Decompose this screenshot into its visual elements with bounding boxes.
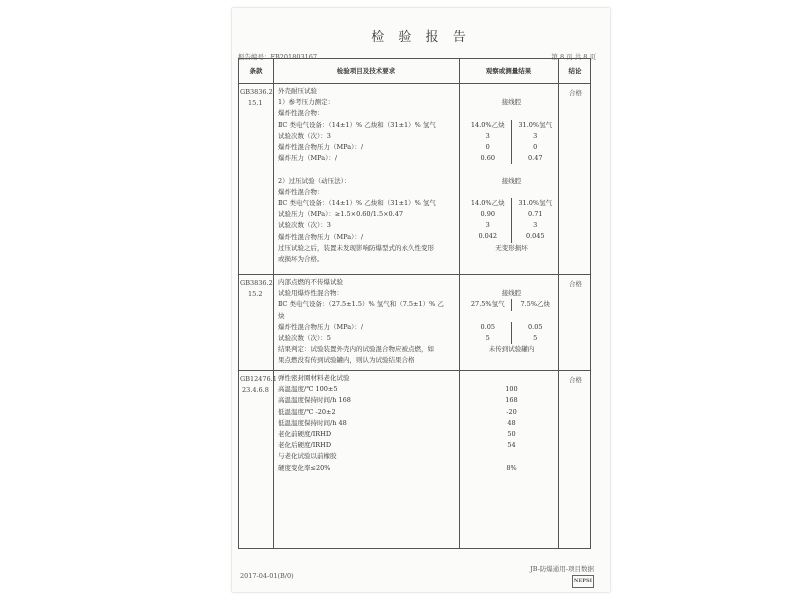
observation-pair bbox=[464, 153, 559, 164]
section-items bbox=[278, 277, 460, 367]
observation-pair bbox=[464, 142, 559, 153]
item-line: 老化前硬度/IRHD bbox=[278, 430, 332, 439]
item-line: 试验次数（次）：3 bbox=[278, 221, 331, 230]
section-items bbox=[278, 86, 460, 265]
item-line: 爆炸压力（MPa）：/ bbox=[278, 154, 338, 163]
footer-doc-code: JB-防爆通用-项目数据 bbox=[530, 565, 594, 573]
item-line: 试验用爆炸性混合物： bbox=[278, 289, 343, 298]
item-line: 爆炸性混合物压力（MPa）：/ bbox=[278, 143, 364, 152]
item-line: 弹性密封圈材料老化试验 bbox=[278, 374, 350, 382]
report-page bbox=[232, 8, 610, 592]
observation-pair bbox=[464, 209, 559, 220]
observation-value: 7.5%乙炔 bbox=[520, 300, 550, 309]
section-verdict: 合格 bbox=[569, 376, 582, 384]
report-title: 检 验 报 告 bbox=[371, 30, 471, 45]
observation-value: 接线腔 bbox=[501, 176, 522, 185]
item-line: ⅡC 类电气设备：（14±1）% 乙炔和（31±1）% 氢气 bbox=[278, 199, 436, 208]
observation-value: 接线腔 bbox=[501, 98, 522, 107]
observation-value: 8% bbox=[506, 463, 517, 472]
observation-value bbox=[464, 451, 559, 462]
observation-pair bbox=[464, 131, 559, 142]
item-line: 与老化试验以前橡胶 bbox=[278, 452, 337, 461]
observation-value: 100 bbox=[505, 385, 518, 394]
observation-divider bbox=[511, 231, 512, 242]
observation-value: 0.47 bbox=[528, 154, 543, 163]
observation-value: 0.05 bbox=[480, 322, 495, 331]
observation-value: 3 bbox=[533, 131, 538, 140]
observation-pair bbox=[464, 198, 559, 209]
observation-value: 5 bbox=[533, 333, 538, 342]
observation-value: 0.71 bbox=[528, 210, 543, 219]
observation-value: 14.0%乙炔 bbox=[470, 120, 505, 129]
row-divider bbox=[239, 274, 590, 275]
observation-value: 168 bbox=[505, 396, 518, 405]
row-divider bbox=[239, 83, 590, 84]
item-line: 结果判定：试验装置外壳内的试验混合物应被点燃，如 bbox=[278, 345, 434, 354]
section-items bbox=[278, 373, 460, 474]
row-divider bbox=[239, 370, 590, 371]
clause-line: 23.4.6.8 bbox=[242, 386, 269, 394]
item-line: 低温温度/℃ -20±2 bbox=[278, 407, 336, 416]
header-observation: 观察或测量结果 bbox=[485, 67, 532, 75]
observation-value: 48 bbox=[507, 418, 516, 427]
clause-line: GB12476.1 bbox=[240, 375, 277, 383]
item-line: 1）参考压力测定： bbox=[278, 98, 335, 107]
item-line: 或损坏为合格。 bbox=[278, 255, 324, 264]
section-observations bbox=[464, 86, 559, 254]
item-line: 外壳耐压试验 bbox=[278, 87, 317, 95]
report-number: 报告编号：FB201803167 bbox=[238, 53, 318, 61]
clause-line: GB3836.2 bbox=[240, 279, 273, 287]
observation-value: 54 bbox=[507, 441, 516, 450]
inspection-table bbox=[238, 58, 591, 549]
item-line: 高温温度保持时间/h 168 bbox=[278, 396, 351, 405]
observation-pair bbox=[464, 220, 559, 231]
item-line: 硬度变化率≤20% bbox=[278, 463, 331, 472]
observation-pair bbox=[464, 322, 559, 333]
col-divider bbox=[273, 59, 274, 548]
observation-value: 接线腔 bbox=[501, 289, 522, 298]
observation-value: 0.05 bbox=[528, 322, 543, 331]
item-line: ⅡC 类电气设备：（14±1）% 乙炔和（31±1）% 氢气 bbox=[278, 120, 436, 129]
observation-divider bbox=[511, 322, 512, 333]
item-line: 高温温度/℃ 100±5 bbox=[278, 385, 338, 394]
item-line: 试验压力（MPa）：≥1.5×0.60/1.5×0.47 bbox=[278, 210, 404, 219]
header-item: 检验项目及技术要求 bbox=[336, 67, 396, 75]
observation-divider bbox=[511, 142, 512, 153]
item-line: 果点燃没有传到试验罐内，则认为试验结果合格 bbox=[278, 356, 415, 365]
item-line: 过压试验之后，装置未发现影响防爆型式的永久性变形 bbox=[278, 243, 434, 252]
section-clause bbox=[240, 87, 274, 109]
footer-doc-info bbox=[530, 564, 594, 588]
item-line: ⅡC 类电气设备：（27.5±1.5）% 氢气和（7.5±1）% 乙 bbox=[278, 300, 444, 309]
item-line bbox=[278, 164, 460, 175]
item-line: 老化后硬度/IRHD bbox=[278, 441, 332, 450]
observation-value: 0.90 bbox=[480, 210, 495, 219]
clause-line: 15.1 bbox=[248, 99, 263, 107]
observation-value bbox=[464, 164, 559, 175]
section-observations bbox=[464, 373, 559, 474]
section-clause bbox=[240, 374, 277, 396]
item-line: 爆炸性混合物： bbox=[278, 187, 324, 196]
observation-value bbox=[464, 187, 559, 198]
observation-value: 3 bbox=[533, 221, 538, 230]
item-line: 炔 bbox=[278, 311, 285, 320]
observation-pair bbox=[464, 333, 559, 344]
observation-divider bbox=[511, 220, 512, 231]
observation-value bbox=[464, 373, 559, 384]
item-line: 爆炸性混合物压力（MPa）：/ bbox=[278, 322, 364, 331]
observation-value: 14.0%乙炔 bbox=[470, 198, 505, 207]
item-line: 爆炸性混合物压力（MPa）：/ bbox=[278, 232, 364, 241]
observation-value: 50 bbox=[507, 429, 516, 438]
section-verdict: 合格 bbox=[569, 280, 582, 288]
observation-value: 31.0%氢气 bbox=[518, 120, 553, 129]
item-line: 爆炸性混合物： bbox=[278, 109, 324, 118]
observation-divider bbox=[511, 209, 512, 220]
observation-divider bbox=[511, 120, 512, 131]
observation-value: 0.045 bbox=[525, 232, 545, 241]
header-verdict: 结论 bbox=[568, 67, 582, 75]
observation-value: 5 bbox=[485, 333, 490, 342]
section-verdict: 合格 bbox=[569, 89, 582, 97]
observation-pair bbox=[464, 120, 559, 131]
observation-value bbox=[464, 277, 559, 288]
observation-divider bbox=[511, 299, 512, 310]
observation-value: 未传到试验罐内 bbox=[488, 345, 535, 354]
observation-value: -20 bbox=[506, 407, 517, 416]
observation-pair bbox=[464, 299, 559, 310]
footer-date: 2017-04-01(B/0) bbox=[240, 572, 294, 580]
clause-line: GB3836.2 bbox=[240, 88, 273, 96]
section-clause bbox=[240, 278, 274, 300]
observation-value: 3 bbox=[485, 131, 490, 140]
item-line: 试验次数（次）：5 bbox=[278, 334, 331, 343]
observation-divider bbox=[511, 198, 512, 209]
observation-divider bbox=[511, 333, 512, 344]
page-info: 第 8 页 共 8 页 bbox=[551, 53, 596, 61]
item-line: 低温温度保持时间/h 48 bbox=[278, 418, 347, 427]
observation-divider bbox=[511, 153, 512, 164]
observation-value: 0.60 bbox=[480, 154, 495, 163]
item-line: 2）过压试验（动压法）： bbox=[278, 176, 351, 185]
observation-value bbox=[464, 311, 559, 322]
observation-value: 31.0%氢气 bbox=[518, 198, 553, 207]
item-line: 试验次数（次）：3 bbox=[278, 131, 331, 140]
observation-value: 0 bbox=[485, 142, 490, 151]
observation-value: 0.042 bbox=[478, 232, 498, 241]
header-clause: 条款 bbox=[249, 67, 263, 75]
nepsi-logo: NEPSI bbox=[572, 575, 594, 588]
observation-value bbox=[464, 86, 559, 97]
section-observations bbox=[464, 277, 559, 355]
clause-line: 15.2 bbox=[248, 290, 263, 298]
observation-value bbox=[464, 108, 559, 119]
observation-value: 0 bbox=[533, 142, 538, 151]
observation-value: 27.5%氢气 bbox=[470, 300, 505, 309]
observation-divider bbox=[511, 131, 512, 142]
item-line: 内部点燃的不传爆试验 bbox=[278, 278, 343, 286]
observation-value: 3 bbox=[485, 221, 490, 230]
observation-pair bbox=[464, 231, 559, 242]
observation-value: 无变形损坏 bbox=[495, 243, 528, 252]
